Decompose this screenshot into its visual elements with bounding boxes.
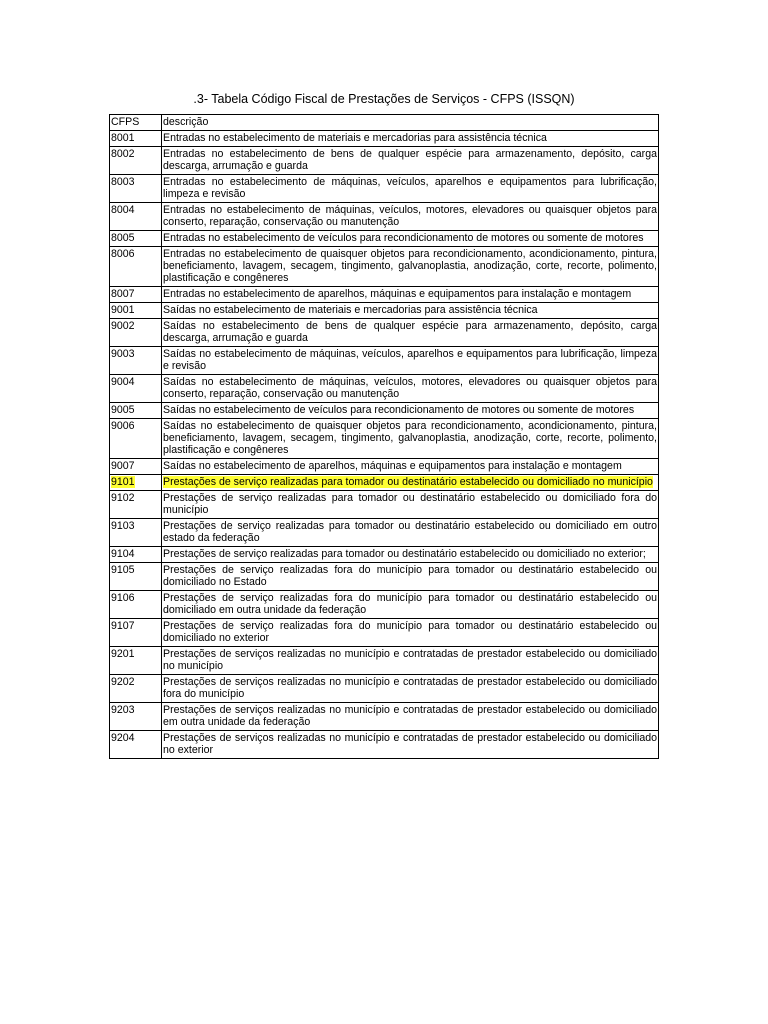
cfps-description-cell: Saídas no estabelecimento de aparelhos, máquinas e equipamentos para instalação e montagem — [162, 459, 659, 475]
cfps-code-cell: 9005 — [110, 403, 162, 419]
table-row — [110, 419, 659, 459]
cfps-table — [109, 114, 659, 759]
cfps-code-cell: 9102 — [110, 491, 162, 519]
table-row — [110, 591, 659, 619]
cfps-description-cell: Prestações de serviço realizadas fora do município para tomador ou destinatário estabelecido ou domiciliado em outra unidade da federação — [162, 591, 659, 619]
table-row — [110, 131, 659, 147]
cfps-description-cell: Entradas no estabelecimento de máquinas, veículos, aparelhos e equipamentos para lubrificação, limpeza e revisão — [162, 175, 659, 203]
cfps-description-cell: Saídas no estabelecimento de máquinas, veículos, motores, elevadores ou quaisquer objetos para conserto, reparação, conservação ou manutenção — [162, 375, 659, 403]
cfps-code-cell: 9004 — [110, 375, 162, 403]
cfps-code-cell: 8004 — [110, 203, 162, 231]
page-title: .3- Tabela Código Fiscal de Prestações de Serviços - CFPS (ISSQN) — [193, 92, 575, 106]
table-row — [110, 647, 659, 675]
cfps-description-cell: Saídas no estabelecimento de bens de qualquer espécie para armazenamento, depósito, carga descarga, arrumação e guarda — [162, 319, 659, 347]
table-row — [110, 403, 659, 419]
cfps-description-cell: Prestações de serviço realizadas para tomador ou destinatário estabelecido ou domiciliado em outro estado da federação — [162, 519, 659, 547]
table-row — [110, 563, 659, 591]
cfps-code-cell: 8002 — [110, 147, 162, 175]
table-row — [110, 319, 659, 347]
cfps-code-cell: 9201 — [110, 647, 162, 675]
cfps-code-cell: 9204 — [110, 731, 162, 759]
cfps-code-cell — [110, 475, 162, 491]
header-description-cell: descrição — [162, 115, 659, 131]
cfps-description-cell: Prestações de serviço realizadas para tomador ou destinatário estabelecido ou domiciliado fora do município — [162, 491, 659, 519]
table-row — [110, 675, 659, 703]
cfps-description-cell: Prestações de serviço realizadas fora do município para tomador ou destinatário estabelecido ou domiciliado no Estado — [162, 563, 659, 591]
highlighted-code: 9101 — [111, 476, 135, 488]
table-row — [110, 303, 659, 319]
cfps-description-cell: Prestações de serviço realizadas para tomador ou destinatário estabelecido ou domiciliado no exterior; — [162, 547, 659, 563]
table-row — [110, 347, 659, 375]
cfps-code-cell: 8005 — [110, 231, 162, 247]
table-row — [110, 619, 659, 647]
table-row — [110, 491, 659, 519]
cfps-table-body — [110, 115, 659, 759]
table-row — [110, 287, 659, 303]
table-header-row — [110, 115, 659, 131]
table-row — [110, 731, 659, 759]
cfps-code-cell: 9202 — [110, 675, 162, 703]
table-row — [110, 475, 659, 491]
header-code-cell: CFPS — [110, 115, 162, 131]
cfps-description-cell: Saídas no estabelecimento de máquinas, veículos, aparelhos e equipamentos para lubrificação, limpeza e revisão — [162, 347, 659, 375]
cfps-code-cell: 9105 — [110, 563, 162, 591]
cfps-code-cell: 9006 — [110, 419, 162, 459]
cfps-code-cell: 9106 — [110, 591, 162, 619]
cfps-code-cell: 8001 — [110, 131, 162, 147]
cfps-code-cell: 9001 — [110, 303, 162, 319]
cfps-description-cell: Saídas no estabelecimento de quaisquer objetos para recondicionamento, acondicionamento, pintura, beneficiamento, lavagem, secagem, tingimento, galvanoplastia, anodização, corte, recorte, polimento, plastificação e congêneres — [162, 419, 659, 459]
cfps-code-cell: 8003 — [110, 175, 162, 203]
cfps-code-cell: 9203 — [110, 703, 162, 731]
table-row — [110, 519, 659, 547]
cfps-description-cell: Entradas no estabelecimento de materiais e mercadorias para assistência técnica — [162, 131, 659, 147]
cfps-description-cell: Saídas no estabelecimento de materiais e mercadorias para assistência técnica — [162, 303, 659, 319]
table-row — [110, 175, 659, 203]
table-row — [110, 147, 659, 175]
cfps-description-cell: Entradas no estabelecimento de aparelhos, máquinas e equipamentos para instalação e montagem — [162, 287, 659, 303]
cfps-code-cell: 8007 — [110, 287, 162, 303]
cfps-code-cell: 9003 — [110, 347, 162, 375]
cfps-description-cell — [162, 475, 659, 491]
cfps-code-cell: 9103 — [110, 519, 162, 547]
cfps-description-cell: Prestações de serviços realizadas no município e contratadas de prestador estabelecido ou domiciliado no município — [162, 647, 659, 675]
cfps-description-cell: Saídas no estabelecimento de veículos para recondicionamento de motores ou somente de motores — [162, 403, 659, 419]
cfps-code-cell: 9104 — [110, 547, 162, 563]
cfps-description-cell: Entradas no estabelecimento de veículos para recondicionamento de motores ou somente de motores — [162, 231, 659, 247]
cfps-description-cell: Entradas no estabelecimento de máquinas, veículos, motores, elevadores ou quaisquer objetos para conserto, reparação, conservação ou manutenção — [162, 203, 659, 231]
cfps-code-cell: 9007 — [110, 459, 162, 475]
cfps-description-cell: Prestações de serviço realizadas fora do município para tomador ou destinatário estabelecido ou domiciliado no exterior — [162, 619, 659, 647]
table-row — [110, 703, 659, 731]
cfps-description-cell: Prestações de serviços realizadas no município e contratadas de prestador estabelecido ou domiciliado fora do município — [162, 675, 659, 703]
cfps-description-cell: Entradas no estabelecimento de quaisquer objetos para recondicionamento, acondicionamento, pintura, beneficiamento, lavagem, secagem, tingimento, galvanoplastia, anodização, corte, recorte, polimento, plastificação e congêneres — [162, 247, 659, 287]
cfps-code-cell: 9002 — [110, 319, 162, 347]
table-row — [110, 375, 659, 403]
table-row — [110, 459, 659, 475]
table-row — [110, 231, 659, 247]
cfps-description-cell: Prestações de serviços realizadas no município e contratadas de prestador estabelecido ou domiciliado no exterior — [162, 731, 659, 759]
table-row — [110, 547, 659, 563]
highlighted-description: Prestações de serviço realizadas para tomador ou destinatário estabelecido ou domiciliado no município — [163, 476, 653, 488]
cfps-description-cell: Entradas no estabelecimento de bens de qualquer espécie para armazenamento, depósito, carga descarga, arrumação e guarda — [162, 147, 659, 175]
cfps-code-cell: 8006 — [110, 247, 162, 287]
cfps-description-cell: Prestações de serviços realizadas no município e contratadas de prestador estabelecido ou domiciliado em outra unidade da federação — [162, 703, 659, 731]
table-row — [110, 203, 659, 231]
cfps-code-cell: 9107 — [110, 619, 162, 647]
table-row — [110, 247, 659, 287]
